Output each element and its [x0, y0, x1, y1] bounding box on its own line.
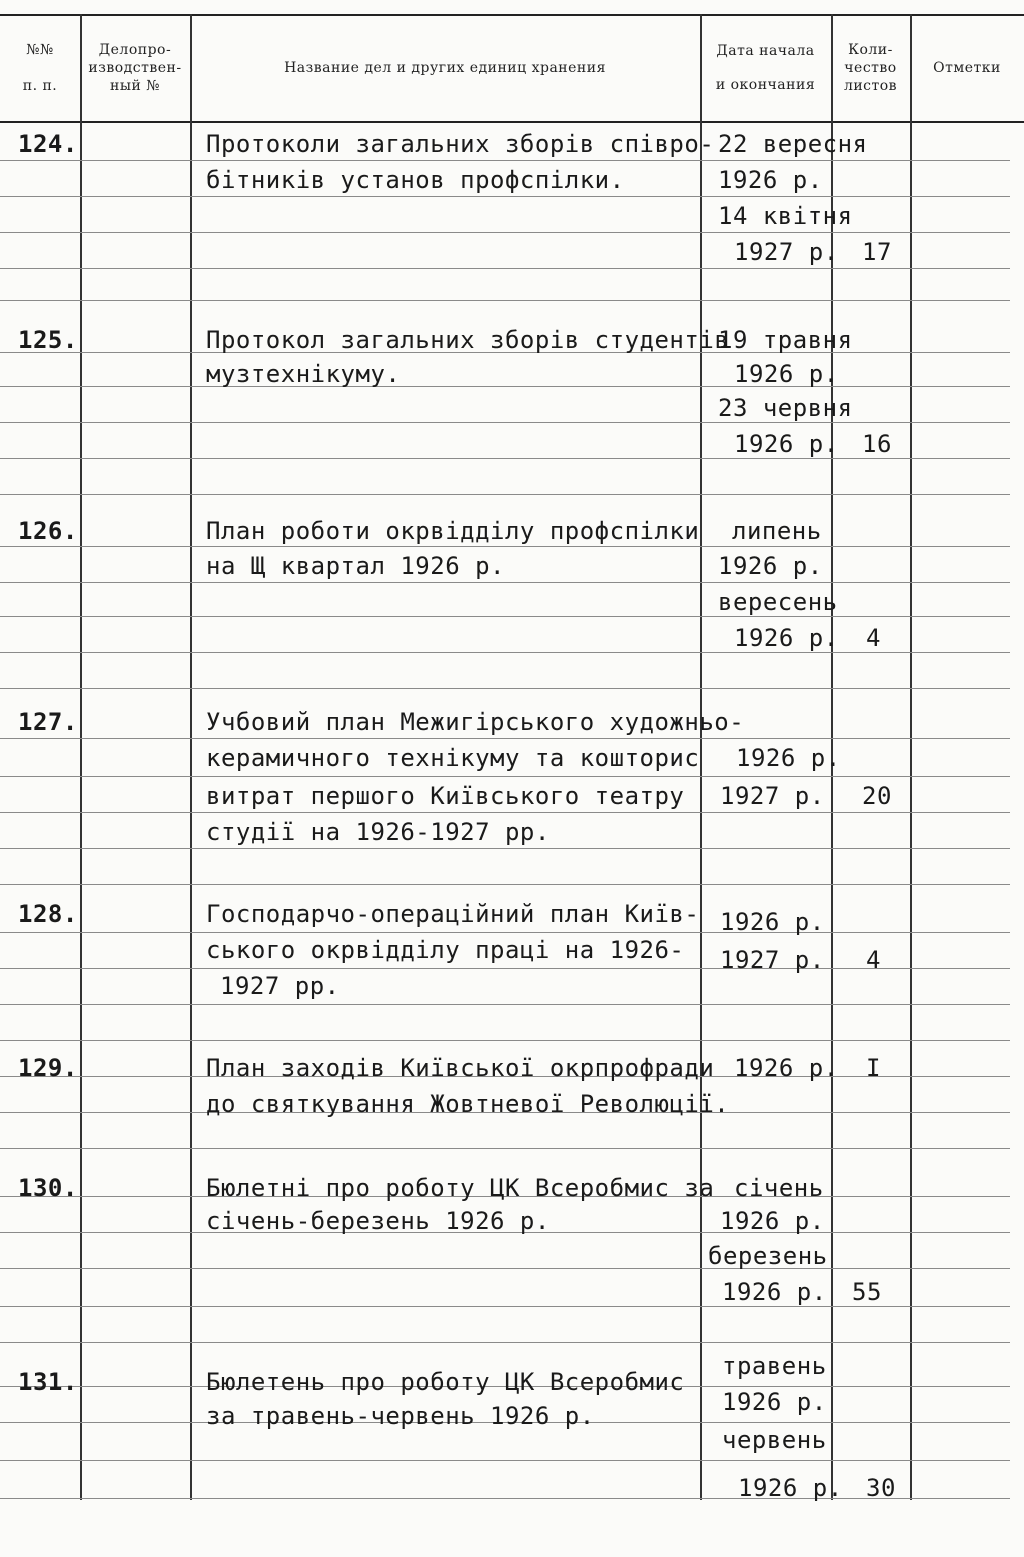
row-date-line: червень [722, 1426, 827, 1454]
header-text: чество [844, 60, 897, 76]
row-date-line: травень [722, 1352, 827, 1380]
row-number: 129. [18, 1054, 78, 1082]
ruling-line [0, 268, 1010, 269]
top-rule [0, 14, 1024, 16]
row-title-line: План заходів Київської окрпрофради [206, 1054, 715, 1082]
row-date-line: 1927 р. [720, 782, 825, 810]
row-number: 124. [18, 130, 78, 158]
header-text: и окончания [715, 77, 816, 93]
row-date-line: 1926 р. [722, 1278, 827, 1306]
row-title-line: Протоколи загальних зборів співро- [206, 130, 715, 158]
row-number: 127. [18, 708, 78, 736]
ruling-line [0, 688, 1010, 689]
row-sheet-count: 4 [866, 946, 881, 974]
row-title-line: музтехнікуму. [206, 360, 401, 388]
header-text: п. п. [22, 78, 58, 94]
row-title-line: січень-березень 1926 р. [206, 1207, 550, 1235]
row-date-line: 1926 р. [734, 360, 839, 388]
header-notes [910, 18, 1024, 118]
ruling-line [0, 616, 1010, 617]
row-sheet-count: 17 [862, 238, 892, 266]
header-dates [700, 18, 831, 118]
ruling-line [0, 582, 1010, 583]
header-title [190, 18, 700, 118]
row-sheet-count: 4 [866, 624, 881, 652]
row-date-line: 1926 р. [734, 1054, 839, 1082]
row-title-line: за травень-червень 1926 р. [206, 1402, 595, 1430]
row-title-line: студії на 1926-1927 рр. [206, 818, 550, 846]
row-title-line: витрат першого Київського театру [206, 782, 685, 810]
row-date-line: липень [732, 517, 822, 545]
row-date-line: березень [708, 1242, 828, 1270]
ruling-line [0, 1498, 1010, 1499]
header-text: ный № [109, 78, 160, 94]
ruling-line [0, 812, 1010, 813]
ruling-line [0, 1040, 1010, 1041]
ruling-line [0, 776, 1010, 777]
ruling-line [0, 458, 1010, 459]
row-date-line: 1926 р. [734, 624, 839, 652]
header-rule [0, 121, 1024, 123]
row-sheet-count: 55 [852, 1278, 882, 1306]
row-date-line: 1927 р. [734, 238, 839, 266]
row-date-line: 1926 р. [718, 552, 823, 580]
ruling-line [0, 932, 1010, 933]
row-title-line: Протокол загальних зборів студентів [206, 326, 730, 354]
header-text: Отметки [933, 60, 1001, 76]
ruling-line [0, 232, 1010, 233]
row-title-line: Бюлетні про роботу ЦК Всеробмис за [206, 1174, 715, 1202]
ruling-line [0, 884, 1010, 885]
column-divider [190, 14, 192, 1500]
ruling-line [0, 494, 1010, 495]
row-number: 128. [18, 900, 78, 928]
ruling-line [0, 848, 1010, 849]
ruling-line [0, 1342, 1010, 1343]
header-text: Название дел и других единиц хранения [284, 60, 606, 76]
row-number: 131. [18, 1368, 78, 1396]
row-number: 125. [18, 326, 78, 354]
ruling-line [0, 196, 1010, 197]
row-date-line: січень [734, 1174, 824, 1202]
row-title-line: бітників установ профспілки. [206, 166, 625, 194]
ruling-line [0, 738, 1010, 739]
ruling-line [0, 1268, 1010, 1269]
row-number: 130. [18, 1174, 78, 1202]
row-date-line: 19 травня [718, 326, 853, 354]
ruling-line [0, 160, 1010, 161]
row-date-line: 22 вересня [718, 130, 868, 158]
ruling-line [0, 300, 1010, 301]
row-date-line: 1926 р. [720, 908, 825, 936]
ruling-line [0, 1004, 1010, 1005]
row-date-line: 1926 р. [736, 744, 841, 772]
row-number: 126. [18, 517, 78, 545]
ruling-line [0, 652, 1010, 653]
column-divider [910, 14, 912, 1500]
header-text: листов [843, 78, 898, 94]
row-date-line: 1926 р. [738, 1474, 843, 1502]
ruling-line [0, 422, 1010, 423]
row-title-line: на Щ квартал 1926 р. [206, 552, 505, 580]
row-title-line: керамичного технікуму та кошторис [206, 744, 700, 772]
row-sheet-count: 16 [862, 430, 892, 458]
header-office-number [80, 18, 190, 118]
header-text: Коли- [848, 42, 893, 58]
row-title-line: 1927 рр. [220, 972, 340, 1000]
column-divider [80, 14, 82, 1500]
row-title-line: Господарчо-операційний план Київ- [206, 900, 700, 928]
row-title-line: ського окрвідділу праці на 1926- [206, 936, 685, 964]
header-text: Дата начала [716, 43, 815, 59]
header-sheet-count [831, 18, 910, 118]
row-title-line: Учбовий план Межигірського художньо- [206, 708, 745, 736]
row-date-line: 1926 р. [718, 166, 823, 194]
ruling-line [0, 386, 1010, 387]
row-date-line: 14 квітня [718, 202, 853, 230]
header-text: №№ [26, 42, 54, 58]
header-text: изводствен- [88, 60, 182, 76]
row-title-line: Бюлетень про роботу ЦК Всеробмис [206, 1368, 685, 1396]
header-number [0, 18, 80, 118]
ruling-line [0, 1148, 1010, 1149]
ruling-line [0, 1460, 1010, 1461]
row-title-line: План роботи окрвідділу профспілки [206, 517, 700, 545]
row-date-line: 1926 р. [734, 430, 839, 458]
row-sheet-count: 30 [866, 1474, 896, 1502]
row-sheet-count: 20 [862, 782, 892, 810]
ruling-line [0, 968, 1010, 969]
row-date-line: 1927 р. [720, 946, 825, 974]
column-divider [700, 14, 702, 1500]
header-text: Делопро- [98, 42, 172, 58]
row-date-line: вересень [718, 588, 838, 616]
row-date-line: 1926 р. [722, 1388, 827, 1416]
row-title-line: до святкування Жовтневої Революції. [206, 1090, 730, 1118]
row-date-line: 23 червня [718, 394, 853, 422]
row-sheet-count: I [866, 1054, 881, 1082]
row-date-line: 1926 р. [720, 1207, 825, 1235]
